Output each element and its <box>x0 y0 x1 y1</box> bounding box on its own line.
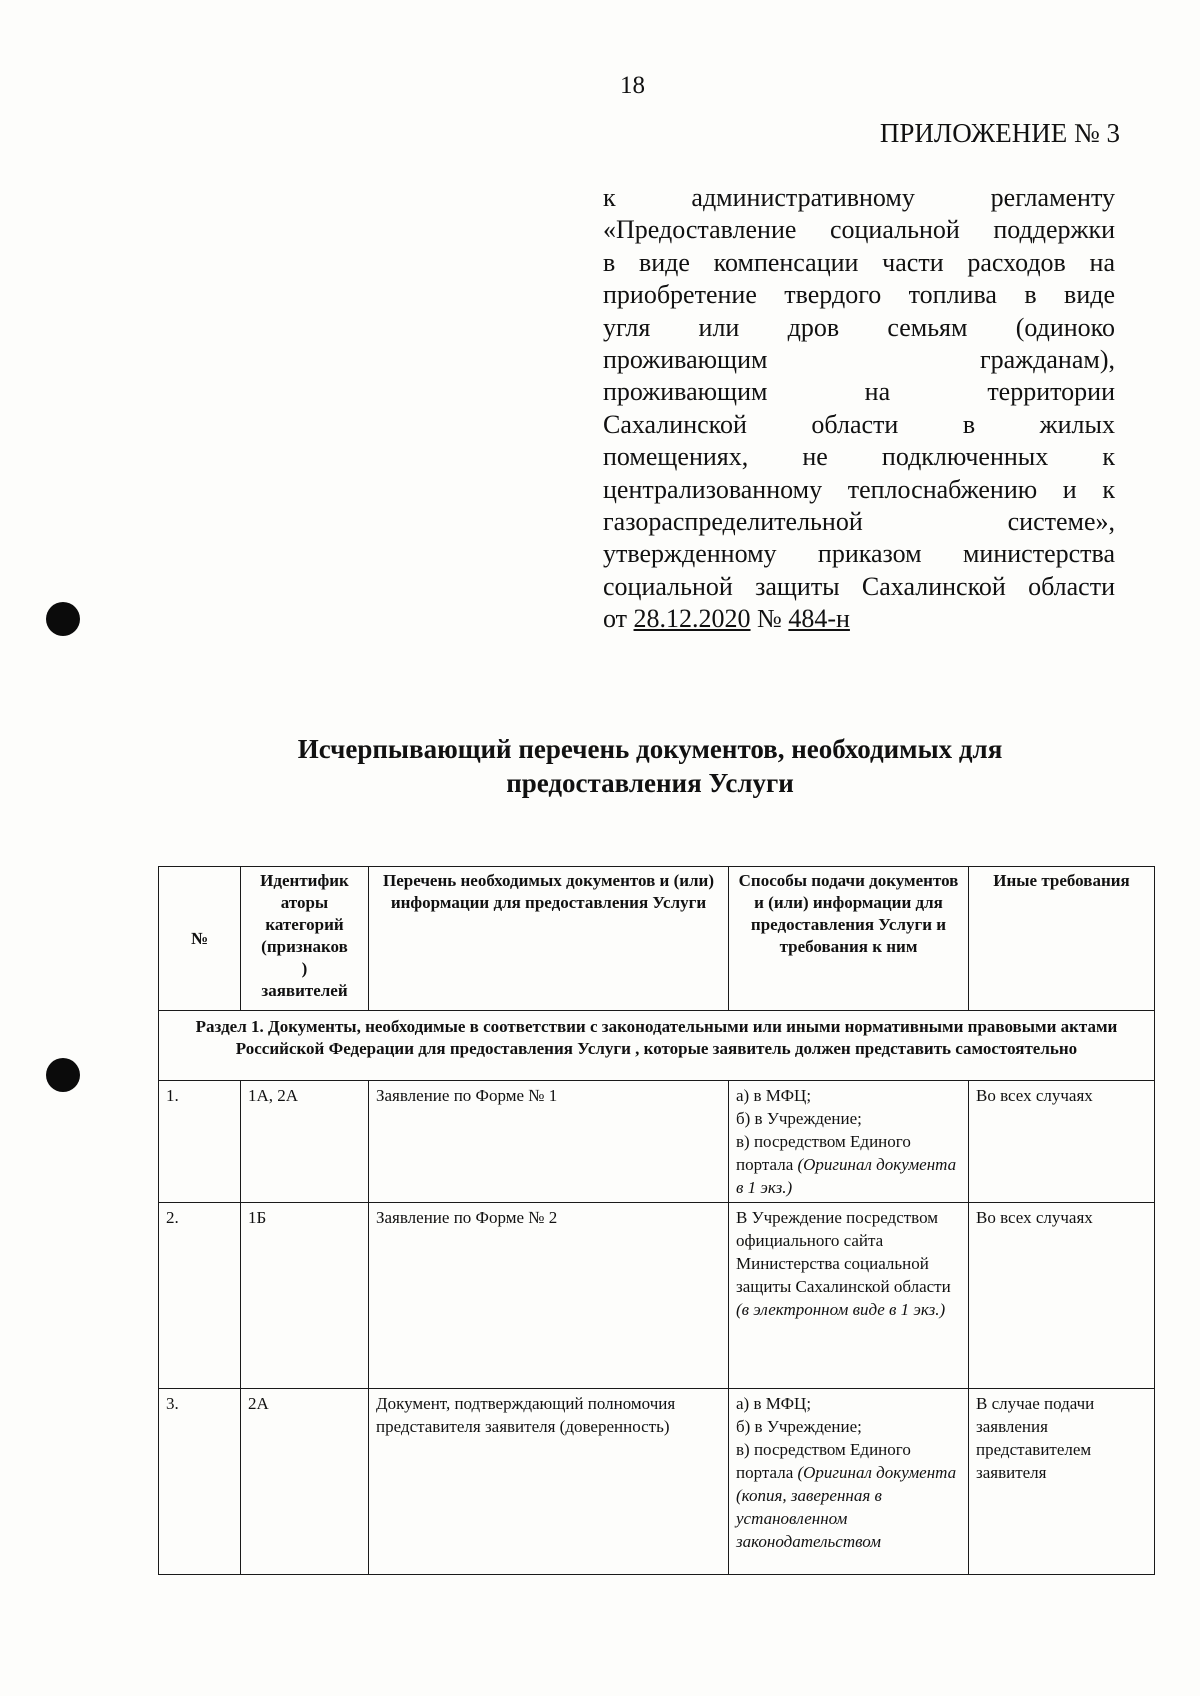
method-item: в) посредством Единого портала <box>736 1132 911 1174</box>
appendix-preamble <box>603 182 1115 636</box>
row-methods <box>729 1081 969 1203</box>
row-methods <box>729 1203 969 1389</box>
header-identifiers-line: аторы <box>280 893 329 912</box>
method-item: а) в МФЦ; <box>736 1394 812 1413</box>
row-number: 1. <box>159 1081 241 1203</box>
method-item: б) в Учреждение; <box>736 1109 862 1128</box>
documents-table <box>158 866 1155 1575</box>
header-number: № <box>159 867 241 1011</box>
row-other-requirements: В случае подачи заявления представителем заявителя <box>969 1389 1155 1575</box>
document-title <box>200 732 1100 800</box>
table-header-row <box>159 867 1155 1011</box>
preamble-line: социальной защиты Сахалинской области <box>603 571 1115 601</box>
row-number: 3. <box>159 1389 241 1575</box>
preamble-line: проживающим на территории <box>603 377 1115 407</box>
header-identifiers-line: категорий <box>265 915 344 934</box>
order-date: 28.12.2020 <box>633 604 751 634</box>
row-methods <box>729 1389 969 1575</box>
row-document: Заявление по Форме № 2 <box>369 1203 729 1389</box>
order-number: 484-н <box>788 604 850 634</box>
header-methods: Способы подачи документов и (или) информации для предоставления Услуги и требования к ним <box>729 867 969 1011</box>
preamble-line: Сахалинской области в жилых <box>603 409 1115 439</box>
method-item: б) в Учреждение; <box>736 1417 862 1436</box>
header-identifiers-line: заявителей <box>261 981 348 1000</box>
preamble-line: угля или дров семьям (одиноко <box>603 312 1115 342</box>
method-note: (Оригинал документа (копия, заверенная в установленном законодательством <box>736 1463 957 1551</box>
preamble-line: газораспределительной системе», <box>603 507 1115 537</box>
method-note: (в электронном виде в 1 экз.) <box>736 1300 946 1319</box>
preamble-line: к административному регламенту <box>603 183 1115 212</box>
punch-hole <box>46 602 80 636</box>
method-note: (Оригинал документа в 1 экз.) <box>736 1155 957 1197</box>
row-number: 2. <box>159 1203 241 1389</box>
header-other-requirements: Иные требования <box>969 867 1155 1011</box>
table-row <box>159 1389 1155 1575</box>
appendix-title: ПРИЛОЖЕНИЕ № 3 <box>879 118 1120 148</box>
method-item: в) посредством Единого портала <box>736 1440 911 1482</box>
preamble-line: централизованному теплоснабжению и к <box>603 474 1115 504</box>
order-prefix: от <box>603 604 634 634</box>
preamble-line: в виде компенсации части расходов на <box>603 247 1115 277</box>
table-row <box>159 1203 1155 1389</box>
method-item: а) в МФЦ; <box>736 1086 812 1105</box>
order-reference <box>603 603 1115 635</box>
preamble-line: приобретение твердого топлива в виде <box>603 280 1115 310</box>
header-identifiers-line: Идентифик <box>260 871 349 890</box>
preamble-line: «Предоставление социальной поддержки <box>603 215 1115 245</box>
section-1-heading: Раздел 1. Документы, необходимые в соответствии с законодательными или иными нормативными правовыми актами Российской Федерации для предоставления Услуги , которые заявитель должен представить самостоятельно <box>159 1011 1155 1081</box>
preamble-line: проживающим гражданам), <box>603 345 1115 375</box>
row-identifiers: 1Б <box>241 1203 369 1389</box>
method-text: В Учреждение посредством официального сайта Министерства социальной защиты Сахалинской области <box>736 1208 951 1296</box>
preamble-line: помещениях, не подключенных к <box>603 442 1115 472</box>
preamble-line: утвержденному приказом министерства <box>603 539 1115 569</box>
punch-hole <box>46 1058 80 1092</box>
header-identifiers-line: ) <box>301 959 308 978</box>
row-other-requirements: Во всех случаях <box>969 1203 1155 1389</box>
page-number: 18 <box>620 72 645 99</box>
header-identifiers-line: (признаков <box>261 937 348 956</box>
header-documents: Перечень необходимых документов и (или) информации для предоставления Услуги <box>369 867 729 1011</box>
section-row <box>159 1011 1155 1081</box>
header-identifiers <box>241 867 369 1011</box>
row-identifiers: 1А, 2А <box>241 1081 369 1203</box>
table-row <box>159 1081 1155 1203</box>
row-identifiers: 2А <box>241 1389 369 1575</box>
document-title-line: Исчерпывающий перечень документов, необходимых для <box>297 734 1003 764</box>
row-document: Документ, подтверждающий полномочия представителя заявителя (доверенность) <box>369 1389 729 1575</box>
order-number-sign: № <box>750 604 789 634</box>
row-document: Заявление по Форме № 1 <box>369 1081 729 1203</box>
row-other-requirements: Во всех случаях <box>969 1081 1155 1203</box>
document-title-line: предоставления Услуги <box>506 768 794 798</box>
